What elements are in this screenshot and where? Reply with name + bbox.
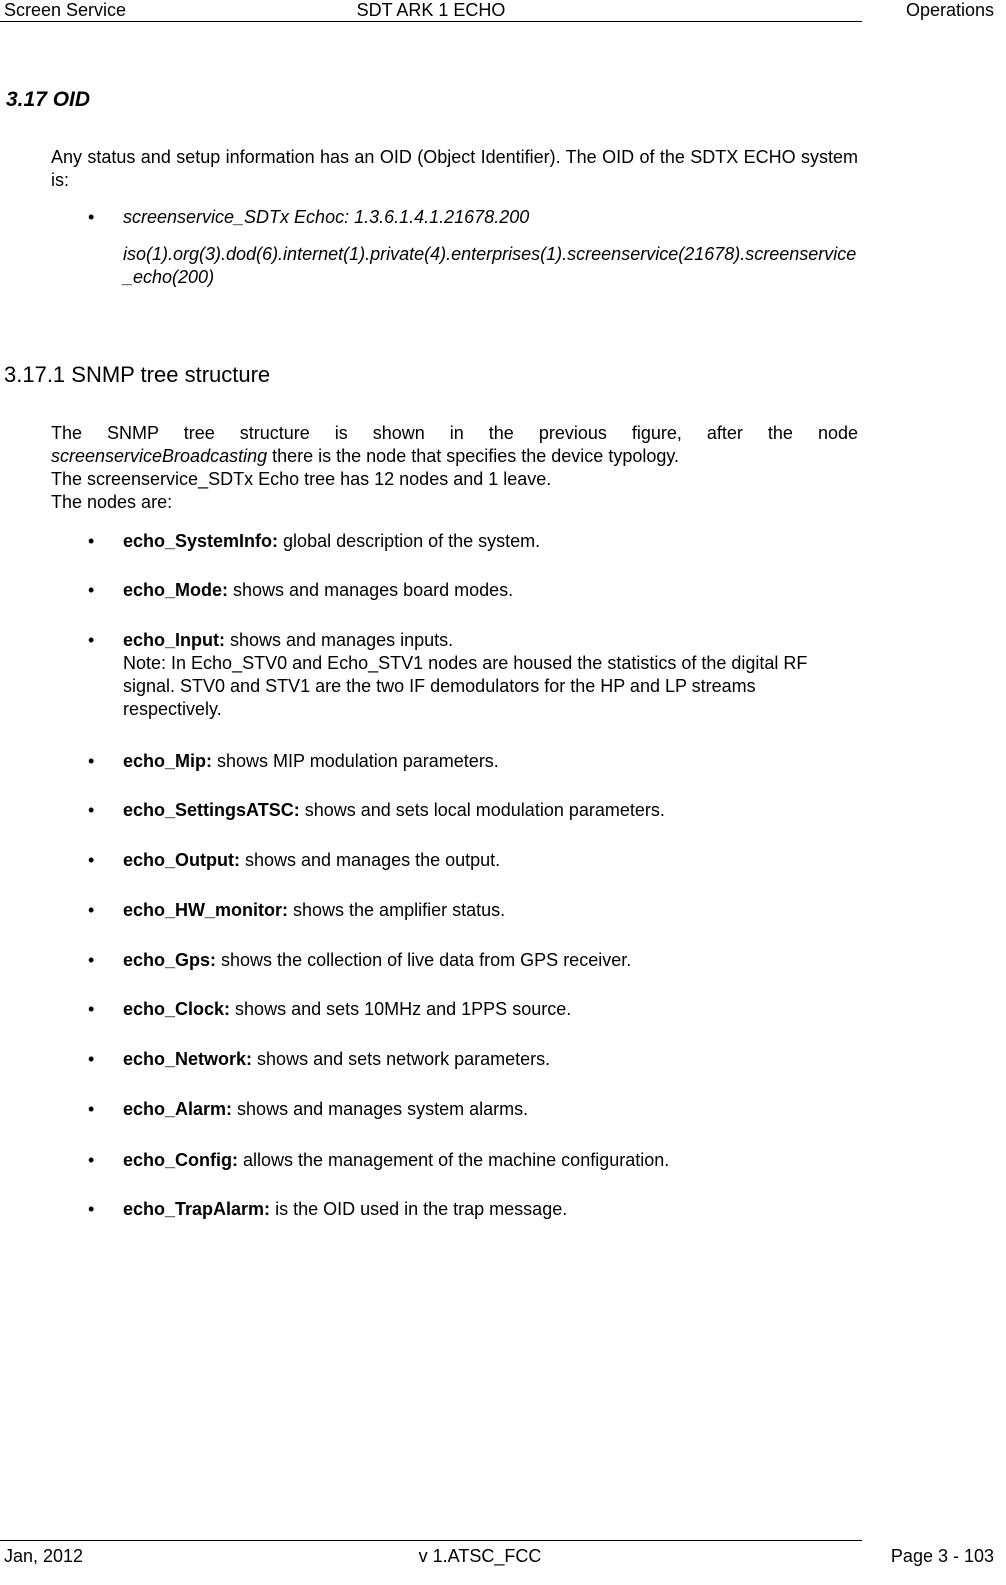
node-name: echo_Input: — [123, 630, 225, 650]
bullet-icon: • — [88, 751, 95, 771]
bullet-icon: • — [88, 580, 95, 600]
node-desc: allows the management of the machine configuration. — [238, 1150, 670, 1170]
node-name: echo_Config: — [123, 1150, 238, 1170]
subsection-title: 3.17.1 SNMP tree structure — [4, 362, 271, 387]
bullet-icon: • — [88, 531, 95, 551]
footer-divider — [0, 1540, 862, 1541]
paragraph-line-2 — [51, 445, 858, 468]
list-item — [123, 1149, 858, 1172]
paragraph-line-1: The SNMP tree structure is shown in the previous figure, after the node — [51, 423, 858, 443]
bullet-icon: • — [88, 900, 95, 920]
bullet-icon: • — [88, 207, 95, 227]
bullet-icon: • — [88, 1099, 95, 1119]
list-item — [123, 1098, 858, 1121]
footer-date: Jan, 2012 — [4, 1546, 84, 1566]
node-desc: shows MIP modulation parameters. — [212, 751, 499, 771]
bullet-icon: • — [88, 800, 95, 820]
node-name: echo_Clock: — [123, 999, 231, 1019]
bullet-icon: • — [88, 1049, 95, 1069]
subsection-paragraph — [51, 422, 858, 514]
node-name: echo_Output: — [123, 850, 240, 870]
page-number: Page 3 - 103 — [890, 1546, 994, 1566]
list-item — [123, 629, 823, 721]
bullet-icon: • — [88, 850, 95, 870]
node-note: Note: In Echo_STV0 and Echo_STV1 nodes are housed the statistics of the digital RF signal. STV0 and STV1 are the two IF demodulators for the HP and LP streams respectively. — [123, 653, 808, 719]
paragraph-line-2-rest: there is the node that specifies the device typology. — [267, 446, 680, 466]
node-desc: shows and manages inputs. — [225, 630, 454, 650]
node-name: echo_Gps: — [123, 950, 217, 970]
bullet-icon: • — [88, 1150, 95, 1170]
footer-version: v 1.ATSC_FCC — [418, 1546, 542, 1566]
bullet-icon: • — [88, 1199, 95, 1219]
list-item — [123, 799, 858, 822]
oid-item: screenservice_SDTx Echoc: 1.3.6.1.4.1.21678.200 — [123, 207, 530, 227]
node-desc: shows and sets 10MHz and 1PPS source. — [230, 999, 572, 1019]
node-name: echo_Mode: — [123, 580, 229, 600]
section-title: 3.17 OID — [6, 88, 91, 111]
bullet-icon: • — [88, 950, 95, 970]
paragraph-line-3: The screenservice_SDTx Echo tree has 12 nodes and 1 leave. — [51, 469, 552, 489]
node-name: echo_TrapAlarm: — [123, 1199, 271, 1219]
node-name: echo_HW_monitor: — [123, 900, 289, 920]
list-item — [123, 899, 858, 922]
section-intro: Any status and setup information has an OID (Object Identifier). The OID of the SDTX ECHO system is: — [51, 147, 858, 190]
node-name-italic: screenserviceBroadcasting — [51, 446, 268, 466]
list-item — [123, 530, 858, 553]
oid-path: iso(1).org(3).dod(6).internet(1).private(4).enterprises(1).screenservice(21678).screenservice_echo(200) — [123, 244, 857, 287]
header-center: SDT ARK 1 ECHO — [356, 0, 506, 20]
list-item — [123, 998, 858, 1021]
node-desc: shows and sets local modulation parameters. — [299, 800, 665, 820]
node-desc: shows and manages the output. — [240, 850, 501, 870]
node-desc: shows the amplifier status. — [288, 900, 506, 920]
node-desc: shows and manages board modes. — [228, 580, 514, 600]
header-divider — [0, 21, 862, 22]
header-left: Screen Service — [4, 0, 127, 20]
paragraph-line-4: The nodes are: — [51, 492, 173, 512]
list-item — [123, 949, 858, 972]
list-item — [123, 1198, 858, 1221]
node-desc: is the OID used in the trap message. — [270, 1199, 568, 1219]
node-name: echo_SettingsATSC: — [123, 800, 300, 820]
node-desc: global description of the system. — [278, 531, 541, 551]
bullet-icon: • — [88, 999, 95, 1019]
node-name: echo_SystemInfo: — [123, 531, 279, 551]
list-item — [123, 849, 858, 872]
node-name: echo_Network: — [123, 1049, 253, 1069]
list-item — [123, 579, 858, 602]
node-desc: shows the collection of live data from GPS receiver. — [216, 950, 632, 970]
list-item — [123, 750, 858, 773]
list-item — [123, 1048, 858, 1071]
node-name: echo_Alarm: — [123, 1099, 233, 1119]
header-right: Operations — [905, 0, 994, 20]
node-name: echo_Mip: — [123, 751, 213, 771]
node-desc: shows and manages system alarms. — [232, 1099, 529, 1119]
bullet-icon: • — [88, 630, 95, 650]
node-desc: shows and sets network parameters. — [252, 1049, 551, 1069]
